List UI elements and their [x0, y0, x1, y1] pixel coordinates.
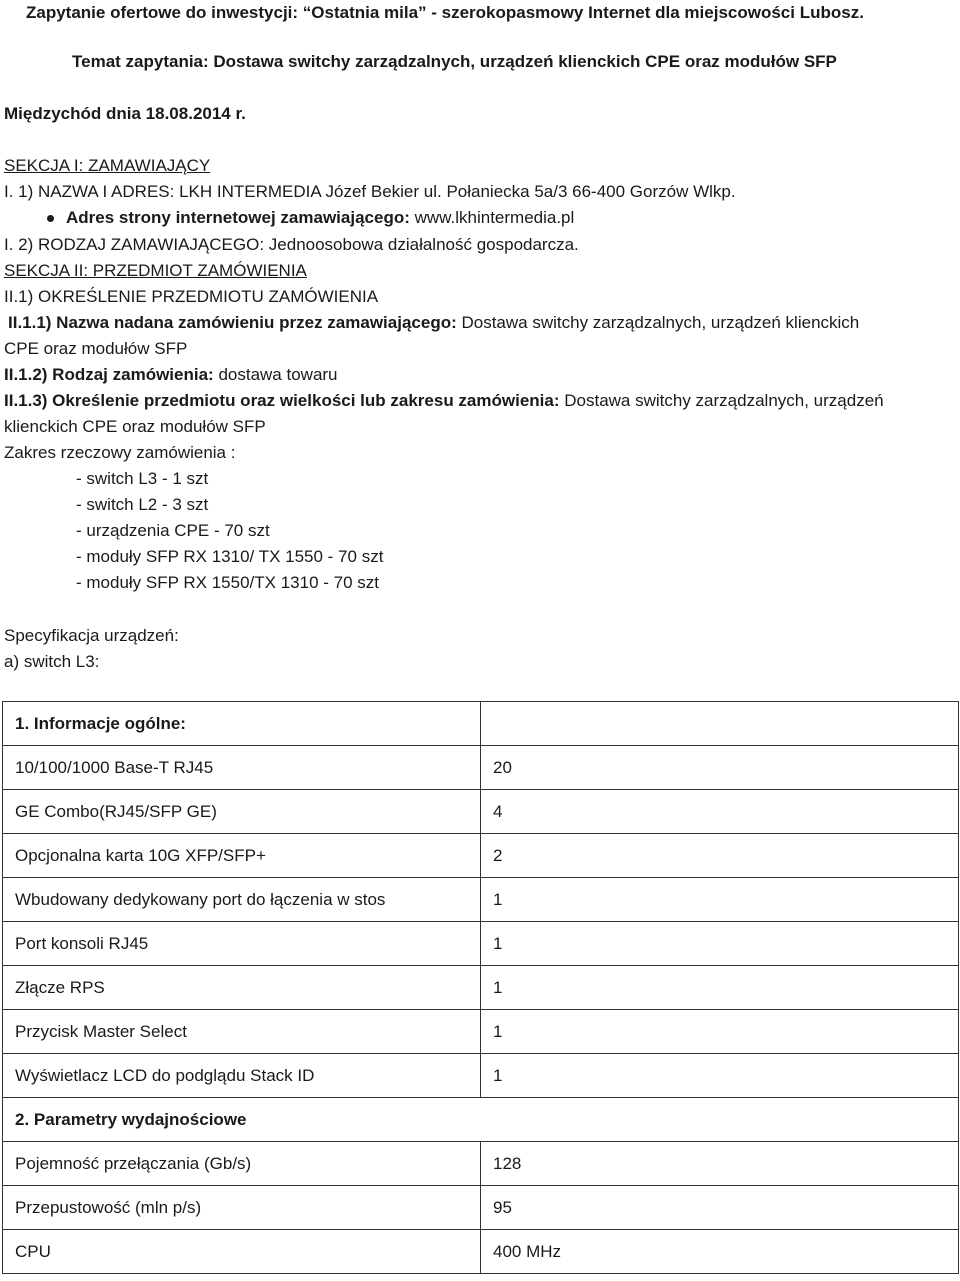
list-item: - moduły SFP RX 1310/ TX 1550 - 70 szt	[76, 547, 384, 566]
table-cell-label: CPU	[3, 1230, 481, 1274]
table-row	[3, 1054, 959, 1098]
section2-heading: SEKCJA II: PRZEDMIOT ZAMÓWIENIA	[4, 261, 307, 280]
order-scope	[4, 391, 884, 411]
table-cell-label: Wyświetlacz LCD do podglądu Stack ID	[3, 1054, 481, 1098]
order-name-cont: CPE oraz modułów SFP	[4, 339, 188, 358]
contracting-name-value: LKH INTERMEDIA Józef Bekier ul. Połaniecka 5a/3 66-400 Gorzów Wlkp.	[174, 182, 736, 201]
table-cell-label: 2. Parametry wydajnościowe	[3, 1098, 959, 1142]
table-cell-label: Przycisk Master Select	[3, 1010, 481, 1054]
table-row	[3, 702, 959, 746]
table-cell-label: Opcjonalna karta 10G XFP/SFP+	[3, 834, 481, 878]
order-name-label: II.1.1) Nazwa nadana zamówieniu przez zamawiającego:	[8, 313, 457, 332]
table-cell-label: 10/100/1000 Base-T RJ45	[3, 746, 481, 790]
list-item: - urządzenia CPE - 70 szt	[76, 521, 270, 540]
contracting-type-label: I. 2) RODZAJ ZAMAWIAJĄCEGO:	[4, 235, 265, 254]
document-subject: Temat zapytania: Dostawa switchy zarządzalnych, urządzeń klienckich CPE oraz modułów SFP	[72, 52, 837, 71]
list-item: - switch L2 - 3 szt	[76, 495, 209, 514]
table-cell-value: 20	[481, 746, 959, 790]
table-cell-label: Złącze RPS	[3, 966, 481, 1010]
table-row	[3, 1010, 959, 1054]
table-cell-value: 4	[481, 790, 959, 834]
spec-heading: Specyfikacja urządzeń:	[4, 626, 179, 645]
table-cell-value: 95	[481, 1186, 959, 1230]
section2-subheading: II.1) OKREŚLENIE PRZEDMIOTU ZAMÓWIENIA	[4, 287, 379, 306]
contracting-www-label: Adres strony internetowej zamawiającego:	[66, 208, 410, 227]
section1-heading: SEKCJA I: ZAMAWIAJĄCY	[4, 156, 211, 175]
table-cell-label: Przepustowość (mln p/s)	[3, 1186, 481, 1230]
table-row	[3, 834, 959, 878]
list-item: - moduły SFP RX 1550/TX 1310 - 70 szt	[76, 573, 379, 592]
table-cell-label: Wbudowany dedykowany port do łączenia w stos	[3, 878, 481, 922]
order-name	[8, 313, 859, 333]
list-item: - switch L3 - 1 szt	[76, 469, 209, 488]
table-cell-value: 1	[481, 1010, 959, 1054]
table-row	[3, 1142, 959, 1186]
order-kind	[4, 365, 338, 385]
spec-subheading: a) switch L3:	[4, 652, 100, 671]
table-cell-value: 1	[481, 966, 959, 1010]
table-row	[3, 966, 959, 1010]
table-cell-label: Port konsoli RJ45	[3, 922, 481, 966]
order-scope-label: II.1.3) Określenie przedmiotu oraz wielkości lub zakresu zamówienia:	[4, 391, 560, 410]
table-cell-value: 2	[481, 834, 959, 878]
table-row	[3, 746, 959, 790]
table-row	[3, 790, 959, 834]
table-row	[3, 1230, 959, 1274]
order-scope-cont: klienckich CPE oraz modułów SFP	[4, 417, 266, 436]
table-row	[3, 1186, 959, 1230]
order-name-value: Dostawa switchy zarządzalnych, urządzeń klienckich	[456, 313, 860, 332]
table-cell-value: 1	[481, 1054, 959, 1098]
contracting-type	[4, 235, 579, 255]
table-row	[3, 922, 959, 966]
contracting-name-label: I. 1) NAZWA I ADRES:	[4, 182, 175, 201]
table-cell-value: 400 MHz	[481, 1230, 959, 1274]
place-date: Międzychód dnia 18.08.2014 r.	[4, 104, 246, 123]
table-cell-value: 1	[481, 922, 959, 966]
contracting-type-value: Jednoosobowa działalność gospodarcza.	[264, 235, 579, 254]
table-cell-value: 1	[481, 878, 959, 922]
contracting-www-value: www.lkhintermedia.pl	[409, 208, 575, 227]
table-row	[3, 1098, 959, 1142]
document-title: Zapytanie ofertowe do inwestycji: “Ostatnia mila” - szerokopasmowy Internet dla miejscowości Lubosz.	[26, 3, 864, 22]
bullet-icon	[47, 215, 54, 222]
table-cell-label: Pojemność przełączania (Gb/s)	[3, 1142, 481, 1186]
scope-intro: Zakres rzeczowy zamówienia :	[4, 443, 236, 462]
table-row	[3, 878, 959, 922]
order-scope-value: Dostawa switchy zarządzalnych, urządzeń	[559, 391, 884, 410]
table-cell-value	[481, 702, 959, 746]
contracting-name	[4, 182, 736, 202]
table-cell-label: GE Combo(RJ45/SFP GE)	[3, 790, 481, 834]
order-kind-value: dostawa towaru	[213, 365, 338, 384]
order-kind-label: II.1.2) Rodzaj zamówienia:	[4, 365, 214, 384]
spec-table	[2, 701, 959, 1274]
table-cell-label: 1. Informacje ogólne:	[3, 702, 481, 746]
table-cell-value: 128	[481, 1142, 959, 1186]
contracting-www	[66, 208, 574, 228]
